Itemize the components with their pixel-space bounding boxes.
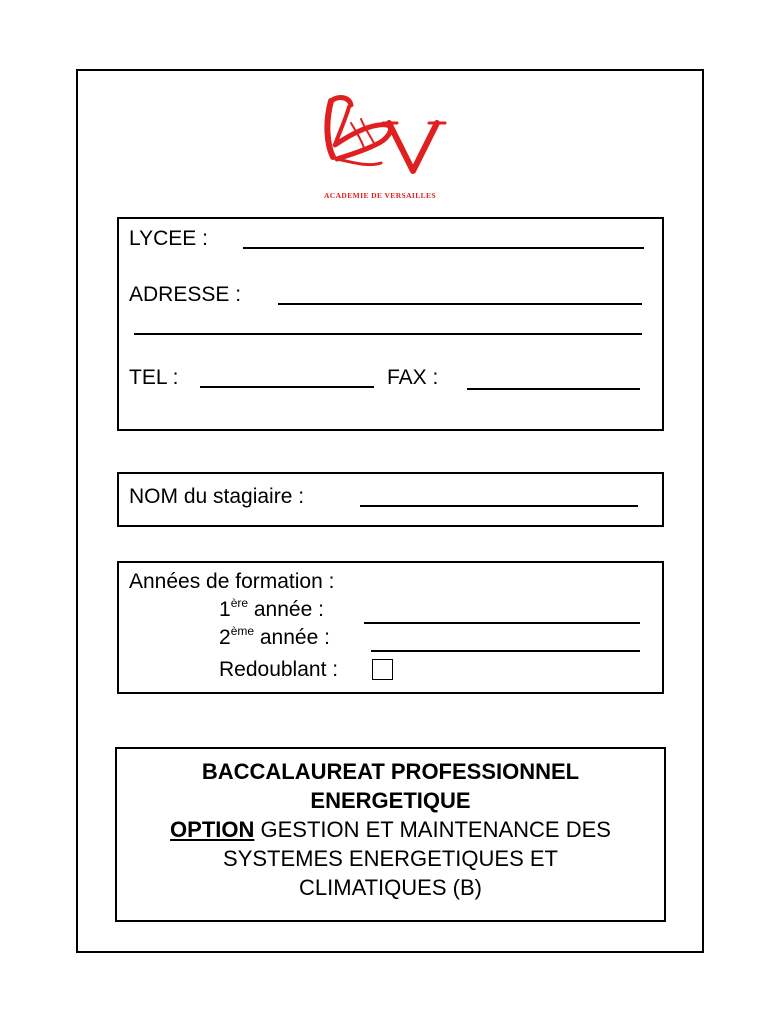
year2-label bbox=[219, 624, 330, 649]
diploma-line1: BACCALAUREAT PROFESSIONNEL bbox=[201, 759, 580, 784]
academie-logo bbox=[305, 93, 455, 208]
academie-versailles-logo-icon bbox=[305, 93, 455, 193]
year2-text: année : bbox=[259, 626, 330, 649]
diploma-line4: SYSTEMES ENERGETIQUES ET bbox=[223, 846, 558, 871]
redoublant-label: Redoublant : bbox=[219, 658, 339, 681]
diploma-line3-rest: GESTION ET MAINTENANCE DES bbox=[254, 817, 611, 842]
tel-label: TEL : bbox=[129, 366, 179, 389]
year2-field[interactable] bbox=[371, 650, 640, 652]
redoublant-checkbox[interactable] bbox=[372, 659, 393, 680]
logo-caption: ACADEMIE DE VERSAILLES bbox=[323, 191, 437, 200]
year2-number: 2 bbox=[219, 626, 231, 649]
diploma-line3 bbox=[117, 815, 664, 844]
adresse-label: ADRESSE : bbox=[129, 283, 242, 306]
year1-text: année : bbox=[253, 598, 324, 621]
lycee-label: LYCEE : bbox=[129, 227, 208, 250]
diploma-line2: ENERGETIQUE bbox=[310, 788, 471, 813]
adresse-field[interactable] bbox=[278, 303, 642, 305]
nom-stagiaire-field[interactable] bbox=[360, 505, 638, 507]
tel-field[interactable] bbox=[200, 386, 374, 388]
year1-superscript: ère bbox=[230, 596, 249, 610]
option-word: OPTION bbox=[170, 817, 255, 842]
year2-superscript: ème bbox=[230, 624, 255, 638]
year1-label bbox=[219, 596, 324, 621]
fax-label: FAX : bbox=[387, 366, 439, 389]
fax-field[interactable] bbox=[467, 388, 640, 390]
diploma-line5: CLIMATIQUES (B) bbox=[299, 875, 482, 900]
formation-heading: Années de formation : bbox=[129, 570, 335, 593]
year1-field[interactable] bbox=[364, 622, 640, 624]
diploma-box bbox=[115, 747, 666, 922]
adresse-field-line2[interactable] bbox=[134, 333, 642, 335]
year1-number: 1 bbox=[219, 598, 231, 621]
lycee-field[interactable] bbox=[243, 247, 644, 249]
diploma-title bbox=[117, 757, 664, 902]
nom-stagiaire-label: NOM du stagiaire : bbox=[129, 485, 305, 508]
